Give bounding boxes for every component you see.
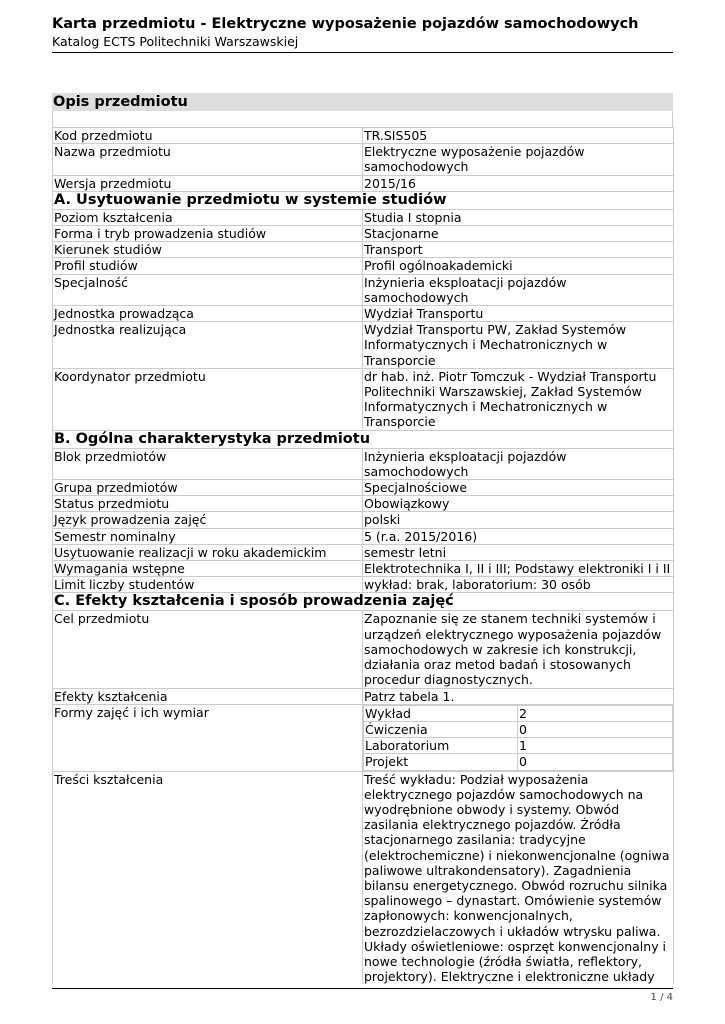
class-form-name: Projekt (364, 754, 518, 770)
row-label: Status przedmiotu (53, 496, 363, 512)
row-label: Kierunek studiów (53, 242, 363, 258)
row-value: Zapoznanie się ze stanem techniki systemów i urządzeń elektrycznego wyposażenia pojazdów samochodowych w zakresie ich konstrukcji, działania oraz metod badań i stosowanych procedur diagnostycznych. (363, 611, 674, 688)
section-heading-opis: Opis przedmiotu (52, 93, 673, 111)
class-form-hours: 0 (518, 721, 673, 737)
class-form-hours: 1 (518, 738, 673, 754)
table-row (53, 274, 674, 305)
row-value: Profil ogólnoakademicki (363, 258, 674, 274)
table-row (53, 480, 674, 496)
row-value: Wydział Transportu (363, 306, 674, 322)
table-row (53, 577, 674, 593)
table-row (53, 561, 674, 577)
header-rule (52, 52, 673, 53)
class-form-row (364, 754, 673, 770)
row-label: Semestr nominalny (53, 528, 363, 544)
row-label: Forma i tryb prowadzenia studiów (53, 226, 363, 242)
row-value: wykład: brak, laboratorium: 30 osób (363, 577, 674, 593)
course-table (52, 127, 674, 984)
table-row (53, 512, 674, 528)
table-row (53, 226, 674, 242)
document-title: Karta przedmiotu - Elektryczne wyposażenie pojazdów samochodowych (52, 16, 639, 32)
table-row (53, 771, 674, 984)
row-value: Inżynieria eksploatacji pojazdów samochodowych (363, 274, 674, 305)
row-label: Specjalność (53, 274, 363, 305)
table-row (53, 448, 674, 479)
class-form-row (364, 705, 673, 721)
row-label: Grupa przedmiotów (53, 480, 363, 496)
table-row (53, 368, 674, 430)
row-label: Limit liczby studentów (53, 577, 363, 593)
class-form-name: Laboratorium (364, 738, 518, 754)
section-heading-b: B. Ogólna charakterystyka przedmiotu (53, 430, 674, 448)
row-label: Koordynator przedmiotu (53, 368, 363, 430)
class-form-name: Wykład (364, 705, 518, 721)
row-label: Wersja przedmiotu (53, 175, 363, 191)
class-form-row (364, 721, 673, 737)
table-row (53, 528, 674, 544)
course-card (52, 93, 673, 984)
row-value: Obowiązkowy (363, 496, 674, 512)
row-label: Poziom kształcenia (53, 209, 363, 225)
table-row (53, 611, 674, 688)
section-row (53, 191, 674, 209)
row-label: Blok przedmiotów (53, 448, 363, 479)
class-forms-cell (363, 704, 674, 771)
row-value: dr hab. inż. Piotr Tomczuk - Wydział Transportu Politechniki Warszawskiej, Zakład Systemów Informatycznych i Mechatronicznych w Transporcie (363, 368, 674, 430)
class-forms-table (363, 705, 673, 771)
table-row (53, 688, 674, 704)
table-row (53, 306, 674, 322)
table-row (53, 496, 674, 512)
row-value: polski (363, 512, 674, 528)
table-row (53, 209, 674, 225)
table-row (53, 144, 674, 175)
row-value: Stacjonarne (363, 226, 674, 242)
row-value: Elektryczne wyposażenie pojazdów samochodowych (363, 144, 674, 175)
table-row (53, 242, 674, 258)
row-value: 5 (r.a. 2015/2016) (363, 528, 674, 544)
class-form-name: Ćwiczenia (364, 721, 518, 737)
row-label: Wymagania wstępne (53, 561, 363, 577)
row-value: Patrz tabela 1. (363, 688, 674, 704)
document-subtitle: Katalog ECTS Politechniki Warszawskiej (52, 34, 299, 49)
class-form-row (364, 738, 673, 754)
row-label: Cel przedmiotu (53, 611, 363, 688)
row-value: Inżynieria eksploatacji pojazdów samochodowych (363, 448, 674, 479)
row-label: Język prowadzenia zajęć (53, 512, 363, 528)
row-label: Usytuowanie realizacji w roku akademickim (53, 544, 363, 560)
page-number: 1 / 4 (650, 992, 673, 1003)
row-label: Jednostka realizująca (53, 322, 363, 369)
row-value: Elektrotechnika I, II i III; Podstawy elektroniki I i II (363, 561, 674, 577)
table-row (53, 544, 674, 560)
table-row (53, 128, 674, 144)
section-heading-c: C. Efekty kształcenia i sposób prowadzenia zajęć (53, 593, 674, 611)
spacer (52, 111, 673, 127)
row-label: Profil studiów (53, 258, 363, 274)
section-heading-a: A. Usytuowanie przedmiotu w systemie studiów (53, 191, 674, 209)
row-value: 2015/16 (363, 175, 674, 191)
row-label: Kod przedmiotu (53, 128, 363, 144)
table-row (53, 322, 674, 369)
footer-rule (52, 988, 673, 989)
row-value: semestr letni (363, 544, 674, 560)
table-row (53, 175, 674, 191)
section-row (53, 593, 674, 611)
row-value: Studia I stopnia (363, 209, 674, 225)
row-value: Wydział Transportu PW, Zakład Systemów Informatycznych i Mechatronicznych w Transporcie (363, 322, 674, 369)
row-value: Specjalnościowe (363, 480, 674, 496)
class-form-hours: 0 (518, 754, 673, 770)
class-form-hours: 2 (518, 705, 673, 721)
table-row (53, 258, 674, 274)
row-value: Treść wykładu: Podział wyposażenia elektrycznego pojazdów samochodowych na wyodrębnione obwody i systemy. Obwód zasilania elektrycznego pojazdów. Źródła stacjonarnego zasilania: tradycyjne (elektrochemiczne) i niekonwencjonalne (ogniwa paliwowe ultrakondensatory). Zagadnienia bilansu energetycznego. Obwód rozruchu silnika spalinowego – dynastart. Omówienie systemów zapłonowych: konwencjonalnych, bezrozdzielaczowych i układów wtrysku paliwa. Układy oświetleniowe: osprzęt konwencjonalny i nowe technologie (źródła światła, reflektory, projektory). Elektryczne i elektroniczne układy (363, 771, 674, 984)
row-value: Transport (363, 242, 674, 258)
row-label: Jednostka prowadząca (53, 306, 363, 322)
row-label: Treści kształcenia (53, 771, 363, 984)
row-label: Formy zajęć i ich wymiar (53, 704, 363, 771)
row-label: Nazwa przedmiotu (53, 144, 363, 175)
row-label: Efekty kształcenia (53, 688, 363, 704)
table-row (53, 704, 674, 771)
section-row (53, 430, 674, 448)
row-value: TR.SIS505 (363, 128, 674, 144)
